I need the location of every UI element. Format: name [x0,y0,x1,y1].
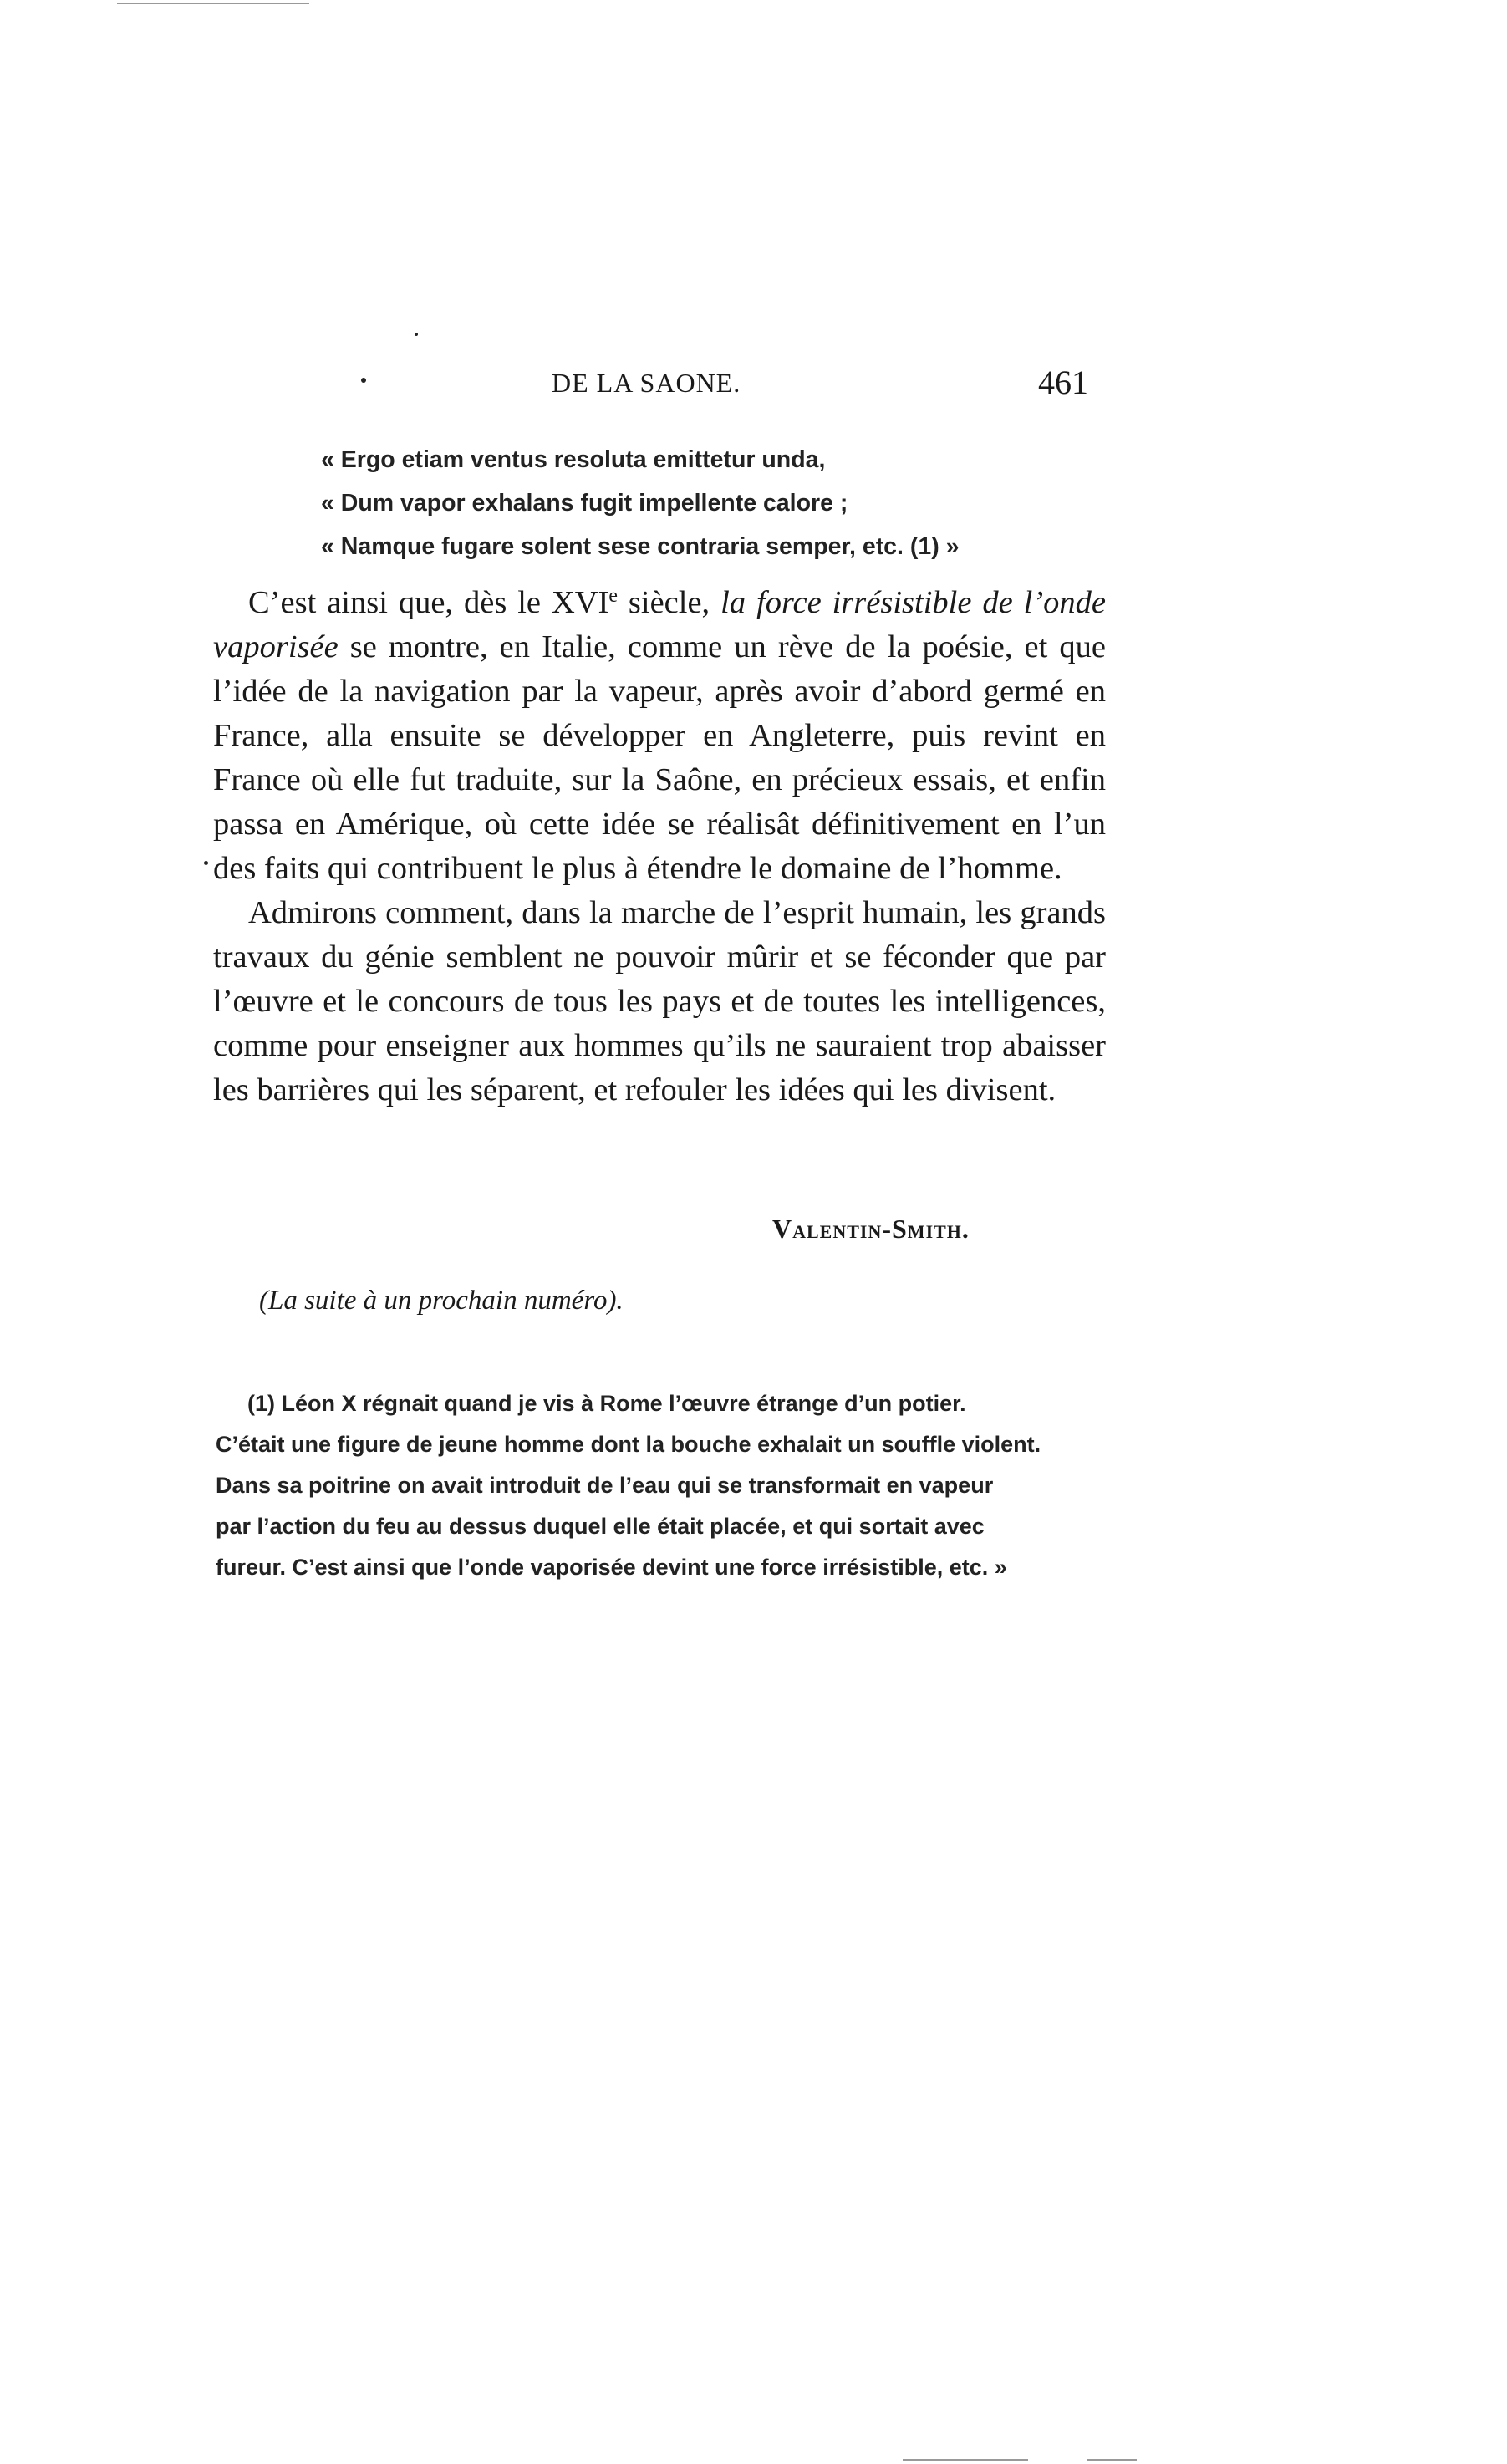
century-superscript: e [608,584,618,607]
footnote-line: Dans sa poitrine on avait introduit de l’eau qui se transformait en vapeur [216,1473,994,1498]
ink-speck [415,333,418,336]
scan-edge-mark [1087,2459,1137,2461]
footnote-line: fureur. C’est ainsi que l’onde vaporisée devint une force irrésistible, etc. » [216,1555,1007,1580]
paragraph-1-rest: se montre, en Italie, comme un rève de la poésie, et que l’idée de la navigation par la vapeur, après avoir d’abord germé en France, alla ensuite se développer en Angleterre, puis revint en France où elle fut traduite, sur la Saône, en précieux essais, et enfin passa en Amérique, où cette idée se réalisât définitivement en l’un des faits qui contribuent le plus à étendre le domaine de l’homme. [213,629,1106,886]
latin-verse-quote [321,438,1157,568]
footnote [216,1383,1118,1588]
paragraph-2: Admirons comment, dans la marche de l’esprit humain, les grands travaux du génie semblent ne pouvoir mûrir et se féconder que par l’œuvre et le concours de tous les pays et de toutes les intelligences, comme pour enseigner aux hommes qu’ils ne sauraient trop abaisser les barrières qui les séparent, et refouler les idées qui les divisent. [213,895,1106,1107]
footnote-line: C’était une figure de jeune homme dont la bouche exhalait un souffle violent. [216,1432,1041,1457]
verse-line: « Dum vapor exhalans fugit impellente calore ; [321,490,848,517]
paragraph-1 [213,581,1106,891]
running-header [0,364,1507,418]
verse-line: « Namque fugare solent sese contraria semper, etc. (1) » [321,533,960,560]
main-text [213,581,1106,1112]
paragraph-1-opening: C’est ainsi que, dès le XVI [248,585,609,620]
footnote-line: (1) Léon X régnait quand je vis à Rome l’œuvre étrange d’un potier. [247,1391,966,1416]
scan-edge-mark [903,2459,1028,2461]
author-name: Valentin-Smith. [772,1214,970,1244]
author-signature [772,1214,970,1245]
continuation-note: (La suite à un prochain numéro). [259,1285,624,1316]
paragraph-1-connector: siècle, [617,585,721,620]
footnote-line: par l’action du feu au dessus duquel elle était placée, et qui sortait avec [216,1514,985,1539]
verse-line: « Ergo etiam ventus resoluta emittetur unda, [321,446,826,473]
scan-edge-mark [117,3,309,4]
ink-speck [204,861,208,865]
page-number: 461 [1038,364,1088,401]
running-title: DE LA SAONE. [552,368,741,398]
italic-phrase: la force irrésistible de l’onde vaporisée [213,585,1107,664]
